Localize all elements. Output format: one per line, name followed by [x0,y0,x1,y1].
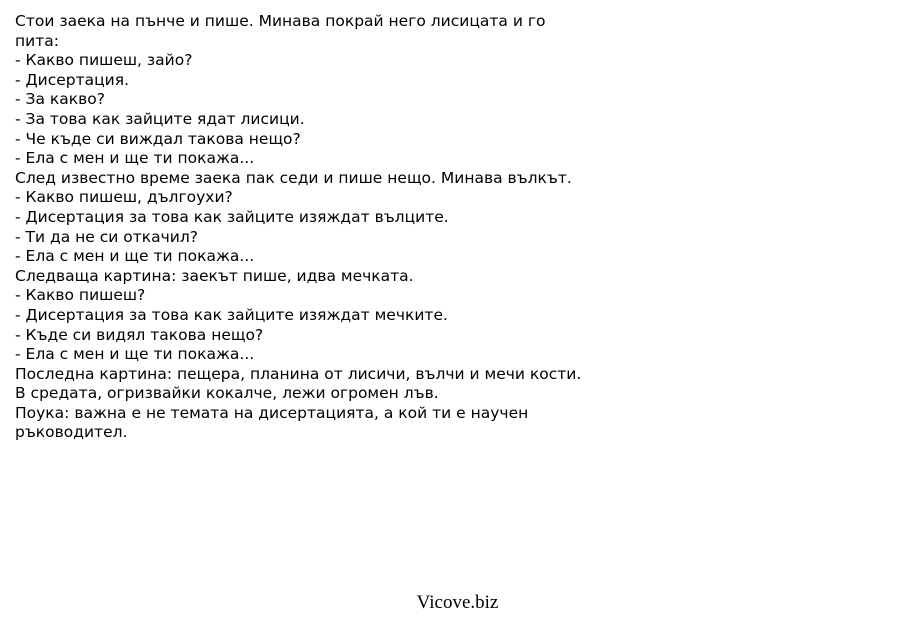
joke-line: - Ела с мен и ще ти покажа... [15,247,255,266]
joke-line: - Ела с мен и ще ти покажа... [15,345,255,364]
joke-line: Следваща картина: заекът пише, идва мечката. [15,266,414,285]
joke-line: - Дисертация за това как зайците изяждат мечките. [15,305,448,324]
joke-line: - За какво? [15,90,105,109]
joke-line: Поука: важна е не темата на дисертацията, а кой ти е научен ръководител. [15,403,529,442]
joke-line: - Къде си видял такова нещо? [15,325,264,344]
joke-line: - За това как зайците ядат лисици. [15,109,305,128]
joke-line: - Какво пишеш? [15,286,146,305]
joke-line: - Ела с мен и ще ти покажа... [15,149,255,168]
joke-line: - Ти да не си откачил? [15,227,198,246]
joke-line: - Че къде си виждал такова нещо? [15,129,301,148]
joke-line: - Какво пишеш, дългоухи? [15,188,233,207]
joke-line: - Дисертация за това как зайците изяждат вълците. [15,207,449,226]
joke-line: След известно време заека пак седи и пише нещо. Минава вълкът. [15,168,572,187]
joke-line: - Дисертация. [15,70,130,89]
joke-line: Последна картина: пещера, планина от лисичи, вълчи и мечи кости. В средата, огризвайки кокалче, лежи огромен лъв. [15,364,582,403]
joke-text [15,12,590,443]
joke-line: - Какво пишеш, зайо? [15,51,193,70]
joke-line: Стои заека на пънче и пише. Минава покрай него лисицата и го пита: [15,12,546,50]
site-watermark: Vicove.biz [416,592,499,613]
